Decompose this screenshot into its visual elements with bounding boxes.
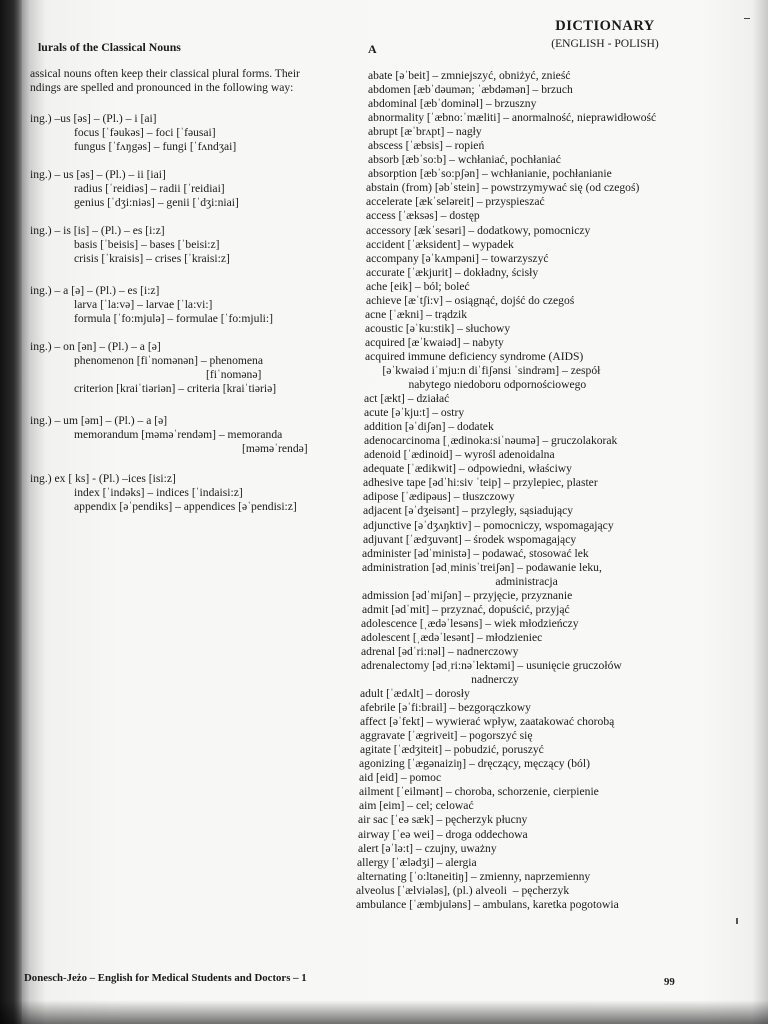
dictionary-entry: alert [əˈlə:t] – czujny, uważny	[358, 841, 497, 855]
rule-example: radius [ˈreidiəs] – radii [ˈreidiai]	[74, 182, 225, 195]
dictionary-entry: adhesive tape [ədˈhi:siv ˈteip] – przylepiec, plaster	[363, 476, 598, 490]
dictionary-entry: abstain (from) [əbˈstein] – powstrzymywać się (od czegoś)	[366, 181, 640, 195]
dictionary-entry-continuation: administracja	[362, 574, 558, 588]
dictionary-entry: acne [ˈækni] – trądzik	[365, 307, 468, 321]
dictionary-entry: abdominal [æbˈdominəl] – brzuszny	[368, 97, 537, 111]
dictionary-entry: accompany [əˈkʌmpəni] – towarzyszyć	[366, 251, 549, 265]
dictionary-entry: abrupt [æˈbrʌpt] – nagły	[368, 125, 482, 139]
rule-example: formula [ˈfo:mjulə] – formulae [ˈfo:mjuli:]	[74, 312, 273, 325]
dictionary-entry: abscess [ˈæbsis] – ropień	[368, 139, 485, 153]
plural-rule	[22, 340, 352, 396]
dictionary-entry: alveolus [ˈælviələs], (pl.) alveoli – pęcherzyk	[356, 883, 570, 897]
dictionary-entry-continuation: nadnerczy	[361, 673, 519, 687]
rule-example: criterion [kraiˈtiəriən] – criteria [kraiˈtiəriə]	[74, 382, 277, 395]
rule-heading: ing.) – on [ən] – (Pl.) – a [ə]	[30, 340, 161, 353]
dictionary-entry: afebrile [əˈfi:brail] – bezgorączkowy	[360, 701, 531, 715]
dictionary-entry-continuation: [əˈkwaiəd iˈmju:n diˈfiʃənsi ˈsindrəm] – zespół	[365, 363, 601, 377]
dictionary-entry: admit [ədˈmit] – przyznać, dopuścić, przyjąć	[362, 602, 570, 616]
dictionary-entry: addition [əˈdiʃən] – dodatek	[364, 420, 494, 434]
dictionary-entry: administration [ədˌminisˈtreiʃən] – podawanie leku,	[362, 560, 602, 574]
rule-example: phenomenon [fiˈnomənən] – phenomena	[74, 354, 263, 367]
dictionary-entry: accident [ˈæksident] – wypadek	[366, 237, 514, 251]
dictionary-header	[500, 18, 710, 50]
dictionary-entry: absorb [æbˈso:b] – wchłaniać, pochłaniać	[368, 153, 561, 167]
dictionary-entry: achieve [æˈtʃi:v] – osiągnąć, dojść do czegoś	[366, 293, 575, 307]
dictionary-entry: alternating [ˈo:ltəneitiŋ] – zmienny, naprzemienny	[357, 869, 591, 883]
rule-heading: ing.) – is [is] – (Pl.) – es [i:z]	[30, 224, 165, 237]
dictionary-entry: acquired immune deficiency syndrome (AIDS)	[365, 349, 584, 363]
dictionary-entry: administer [ədˈministə] – podawać, stosować lek	[362, 546, 589, 560]
rule-example: memorandum [məməˈrendəm] – memoranda	[74, 428, 283, 441]
dictionary-entry: accurate [ˈækjurit] – dokładny, ścisły	[366, 265, 539, 279]
rule-example: [fiˈnomənə]	[206, 368, 262, 381]
rule-heading: ing.) – um [əm] – (Pl.) – a [ə]	[30, 414, 168, 427]
rule-example: focus [ˈfəukəs] – foci [ˈfəusai]	[74, 126, 216, 139]
intro-line: assical nouns often keep their classical plural forms. Their	[30, 67, 300, 80]
dictionary-entry: acute [əˈkju:t] – ostry	[364, 406, 465, 420]
dictionary-entry: adult [ˈædʌlt] – dorosły	[360, 687, 470, 701]
dictionary-entry: abdomen [æbˈdəumən; ˈæbdəmən] – brzuch	[368, 83, 573, 97]
plural-rule	[22, 472, 352, 514]
rule-example: crisis [ˈkraisis] – crises [ˈkraisi:z]	[74, 252, 230, 265]
dictionary-entry: agitate [ˈædʒiteit] – pobudzić, poruszyć	[360, 743, 544, 757]
letter-heading: A	[368, 42, 377, 56]
dictionary-entry: air sac [ˈeə sæk] – pęcherzyk płucny	[358, 813, 528, 827]
rule-example: index [ˈindəks] – indices [ˈindaisi:z]	[74, 486, 243, 499]
plural-rule	[22, 168, 352, 210]
rule-heading: ing.) ex [ ks] - (Pl.) –ices [isi:z]	[30, 472, 176, 485]
rule-example: larva [ˈla:və] – larvae [ˈla:vi:]	[74, 298, 213, 311]
dictionary-entry: absorption [æbˈso:pʃən] – wchłanianie, pochłanianie	[368, 167, 612, 181]
dictionary-entry: adenocarcinoma [ˌædinoka:siˈnəumə] – gruczolakorak	[364, 434, 618, 448]
dictionary-entry: acquired [æˈkwaiəd] – nabyty	[365, 335, 504, 349]
dictionary-subtitle: (ENGLISH - POLISH)	[551, 37, 659, 50]
dictionary-title: DICTIONARY	[555, 18, 655, 34]
dictionary-entry: adrenalectomy [ədˌri:nəˈlektəmi] – usunięcie gruczołów	[361, 658, 622, 672]
dictionary-entries	[356, 69, 746, 912]
dictionary-entry: admission [ədˈmiʃən] – przyjęcie, przyznanie	[362, 588, 573, 602]
rule-example: genius [ˈdʒi:niəs] – genii [ˈdʒi:niai]	[74, 196, 239, 209]
intro-line: ndings are spelled and pronounced in the following way:	[30, 81, 294, 94]
dictionary-entry-continuation: nabytego niedoboru odpornościowego	[365, 378, 587, 392]
dictionary-entry: abate [əˈbeit] – zmniejszyć, obniżyć, znieść	[368, 69, 571, 82]
book-spine-shadow	[0, 0, 22, 1024]
dictionary-entry: adenoid [ˈædinoid] – wyrośl adenoidalna	[364, 448, 555, 462]
dictionary-entry: airway [ˈeə wei] – droga oddechowa	[358, 827, 528, 841]
dictionary-entry: adjuvant [ˈædʒuvənt] – środek wspomagający	[363, 532, 577, 546]
page-number: 99	[664, 976, 675, 988]
plural-rule	[22, 284, 352, 326]
dictionary-entry: allergy [ˈælədʒi] – alergia	[357, 855, 477, 869]
margin-mark	[736, 918, 738, 924]
dictionary-entry: adrenal [ədˈri:nəl] – nadnerczowy	[361, 644, 519, 658]
dictionary-entry: affect [əˈfekt] – wywierać wpływ, zaatakować chorobą	[360, 715, 615, 729]
rule-example: basis [ˈbeisis] – bases [ˈbeisi:z]	[74, 238, 220, 251]
dictionary-entry: aim [eim] – cel; celować	[359, 799, 474, 813]
dictionary-entry: ache [eik] – ból; boleć	[366, 279, 470, 293]
rule-example: appendix [əˈpendiks] – appendices [əˈpendisi:z]	[74, 500, 297, 513]
dictionary-entry: act [ækt] – działać	[364, 392, 450, 406]
rule-heading: ing.) – us [əs] – (Pl.) – ii [iai]	[30, 168, 166, 181]
dictionary-entry: abnormality [ˈæbno:ˈmæliti] – anormalność, nieprawidłowość	[368, 111, 657, 125]
dictionary-entry: agonizing [ˈægənaiziŋ] – dręczący, męczący (ból)	[359, 757, 590, 771]
dictionary-entry: acoustic [əˈku:stik] – słuchowy	[365, 321, 511, 335]
rule-heading: ing.) –us [əs] – (Pl.) – i [ai]	[30, 112, 157, 125]
dictionary-entry: adequate [ˈædikwit] – odpowiedni, właściwy	[363, 462, 572, 476]
dictionary-entry: adipose [ˈædipəus] – tłuszczowy	[363, 490, 515, 504]
plural-rule	[22, 224, 352, 266]
dictionary-entry: accelerate [ækˈseləreit] – przyspieszać	[366, 195, 545, 209]
dictionary-entry: ambulance [ˈæmbjuləns] – ambulans, karetka pogotowia	[356, 897, 619, 911]
page-footer: Donesch-Jeżo – English for Medical Students and Doctors – 1	[24, 972, 307, 984]
dictionary-entry: access [ˈæksəs] – dostęp	[366, 209, 480, 223]
bottom-shadow	[0, 1000, 768, 1024]
dictionary-entry: accessory [ækˈsesəri] – dodatkowy, pomocniczy	[366, 223, 591, 237]
plural-rule	[22, 414, 352, 456]
rule-heading: ing.) – a [ə] – (Pl.) – es [i:z]	[30, 284, 160, 297]
plural-rule	[22, 112, 352, 154]
dictionary-entry: adolescent [ˌædəˈlesənt] – młodzieniec	[361, 630, 543, 644]
section-intro	[30, 67, 350, 95]
dictionary-entry: ailment [ˈeilmənt] – choroba, schorzenie, cierpienie	[359, 785, 599, 799]
dictionary-entry: adjacent [əˈdʒeisənt] – przyległy, sąsiadujący	[363, 504, 574, 518]
section-title: lurals of the Classical Nouns	[38, 40, 181, 54]
corner-mark	[744, 18, 750, 19]
dictionary-entry: aid [eid] – pomoc	[359, 771, 442, 785]
dictionary-entry: aggravate [ˈægriveit] – pogorszyć się	[360, 729, 533, 743]
dictionary-entry: adjunctive [əˈdʒʌŋktiv] – pomocniczy, wspomagający	[363, 518, 614, 532]
rule-example: fungus [ˈfʌŋgəs] – fungi [ˈfʌndʒai]	[74, 140, 237, 153]
dictionary-entry: adolescence [ˌædəˈlesəns] – wiek młodzieńczy	[361, 616, 579, 630]
rule-example: [məməˈrendə]	[242, 442, 308, 455]
